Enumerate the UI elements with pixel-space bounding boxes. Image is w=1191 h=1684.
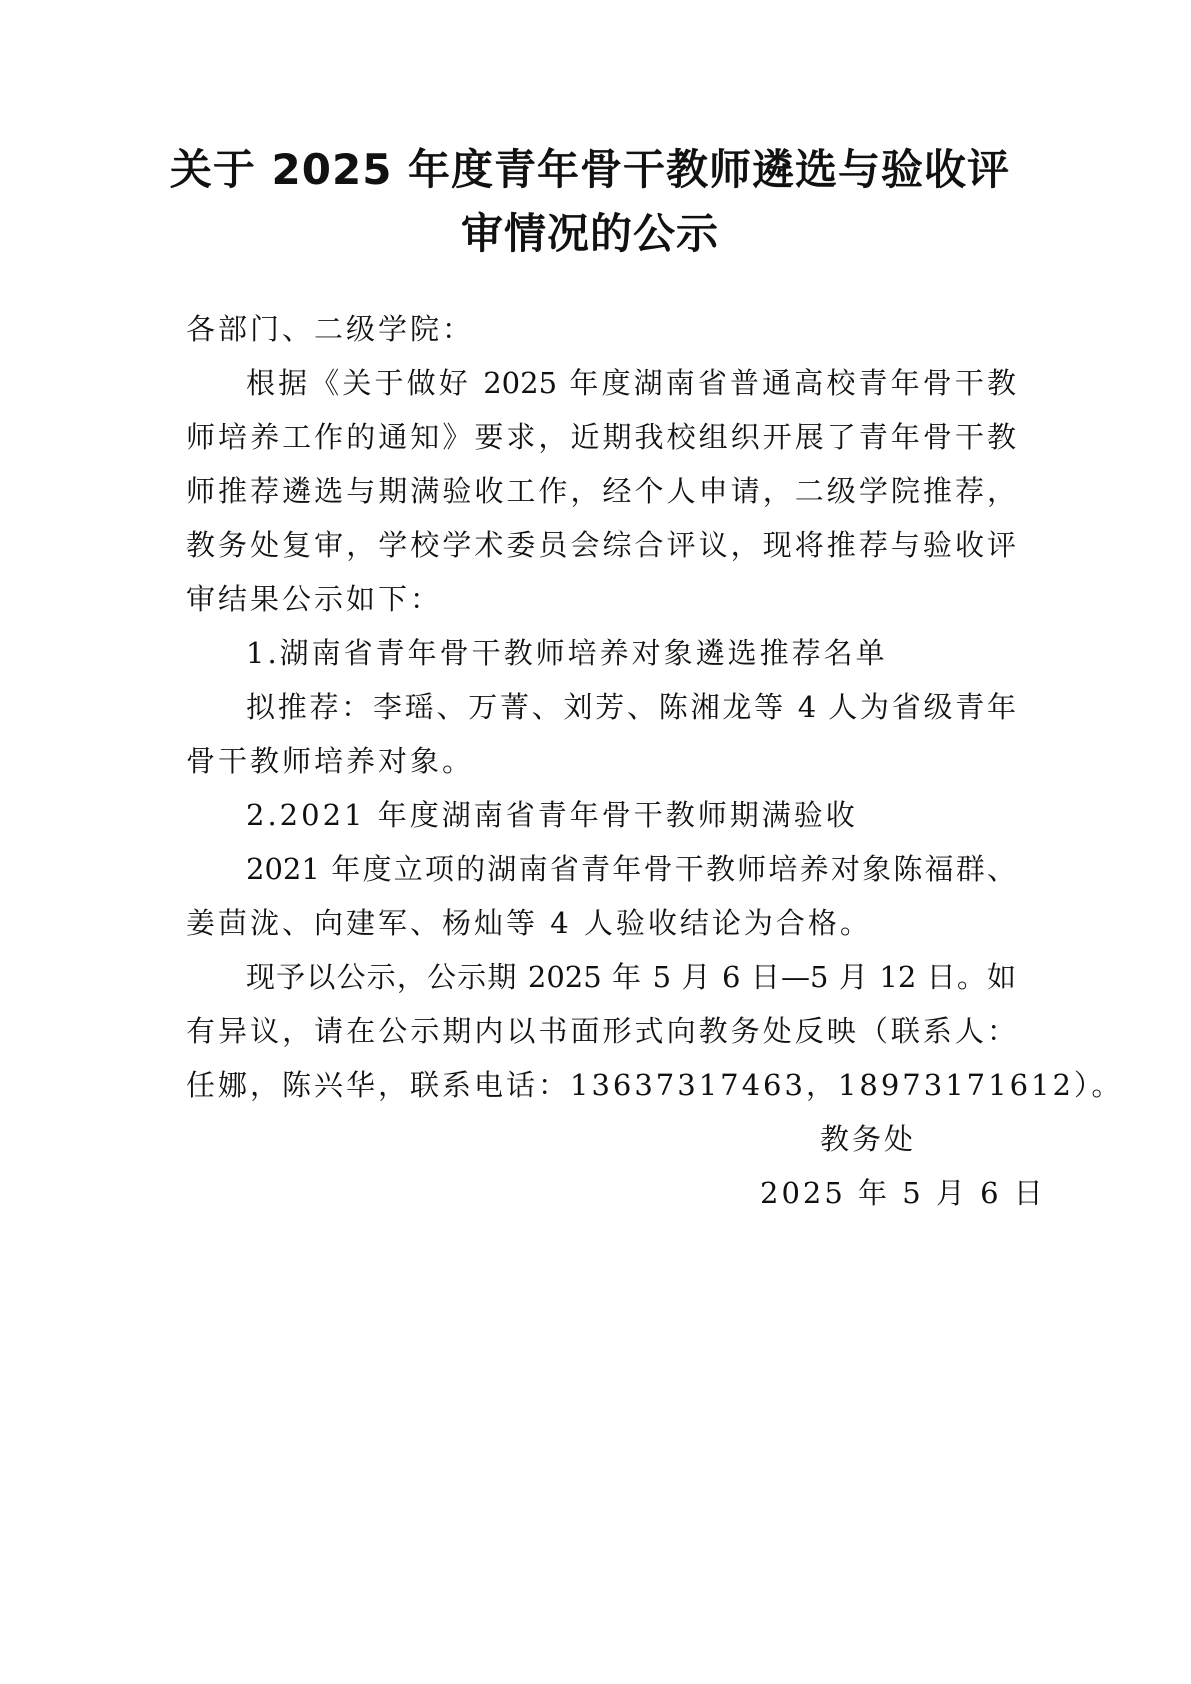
body-line: 拟推荐：李瑶、万菁、刘芳、陈湘龙等 4 人为省级青年 [246, 690, 1016, 724]
body-line: 审结果公示如下： [186, 582, 443, 616]
signature-date: 2025 年 5 月 6 日 [760, 1176, 1046, 1210]
body-line: 姜茴泷、向建军、杨灿等 4 人验收结论为合格。 [186, 906, 872, 940]
body-line: 教务处复审，学校学术委员会综合评议，现将推荐与验收评 [186, 528, 1016, 562]
section-heading-2: 2.2021 年度湖南省青年骨干教师期满验收 [246, 798, 858, 832]
body-line: 有异议，请在公示期内以书面形式向教务处反映（联系人： [186, 1014, 1016, 1048]
salutation: 各部门、二级学院： [186, 312, 475, 346]
title-line-2: 审情况的公示 [460, 209, 719, 258]
signature-office: 教务处 [820, 1122, 917, 1156]
title-line-1: 关于 2025 年度青年骨干教师遴选与验收评 [169, 145, 1011, 194]
section-heading-1: 1.湖南省青年骨干教师培养对象遴选推荐名单 [246, 636, 888, 670]
body-line: 骨干教师培养对象。 [186, 744, 475, 778]
body-line: 师培养工作的通知》要求，近期我校组织开展了青年骨干教 [186, 420, 1016, 454]
body-line: 师推荐遴选与期满验收工作，经个人申请，二级学院推荐， [186, 474, 1016, 508]
body-line: 根据《关于做好 2025 年度湖南省普通高校青年骨干教 [246, 366, 1016, 400]
body-line: 任娜，陈兴华，联系电话：13637317463，18973171612）。 [186, 1068, 1124, 1102]
notice-title [150, 138, 1030, 266]
body-line: 现予以公示，公示期 2025 年 5 月 6 日—5 月 12 日。如 [246, 960, 1016, 994]
body-line: 2021 年度立项的湖南省青年骨干教师培养对象陈福群、 [246, 852, 1016, 886]
